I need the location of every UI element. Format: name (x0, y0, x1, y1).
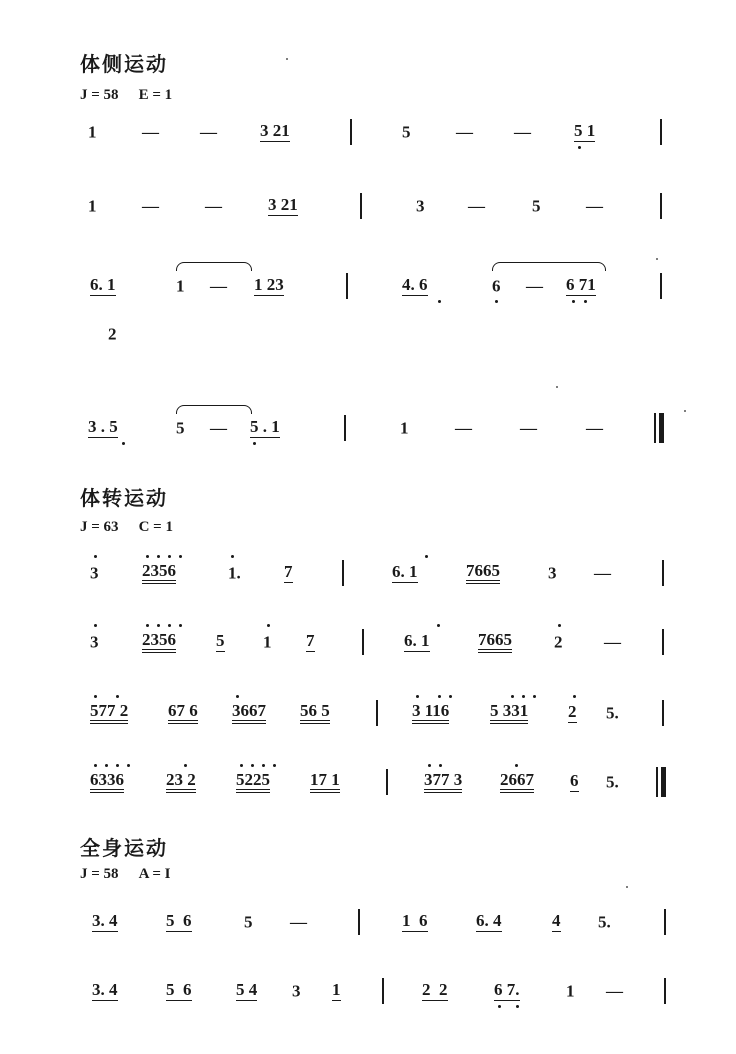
low-octave-dot (516, 1005, 519, 1008)
high-octave-dot (439, 764, 442, 767)
note: 1 (332, 980, 341, 999)
note: 5 (532, 196, 541, 216)
high-octave-dot (573, 695, 576, 698)
tempo-marking: J = 58 (80, 866, 119, 882)
high-octave-dot (511, 695, 514, 698)
bar-line (358, 909, 360, 935)
note-group: 3 21 (260, 121, 290, 140)
note-group: 5 6 (166, 911, 192, 930)
note-group: 67 6 (168, 702, 198, 724)
dash: — (455, 418, 472, 438)
note-group: 7665 (466, 562, 500, 584)
note-group: 5 6 (166, 980, 192, 999)
note: 5. (606, 703, 619, 723)
slur-tie (492, 262, 606, 271)
dash: — (594, 563, 611, 583)
final-bar-line (654, 413, 664, 443)
scan-speck (286, 58, 288, 60)
high-octave-dot (273, 764, 276, 767)
scan-speck (556, 386, 558, 388)
note-group: 577 2 (90, 702, 128, 724)
high-octave-dot (437, 624, 440, 627)
scan-speck (656, 258, 658, 260)
note: 5 (244, 912, 253, 932)
low-octave-dot (495, 300, 498, 303)
note-group: 3 . 5 (88, 417, 118, 436)
high-octave-dot (449, 695, 452, 698)
note: 5. (598, 912, 611, 932)
dash: — (520, 418, 537, 438)
note-group: 2356 (142, 562, 176, 584)
high-octave-dot (157, 555, 160, 558)
high-octave-dot (236, 695, 239, 698)
high-octave-dot (168, 624, 171, 627)
note-group: 23 2 (166, 771, 196, 793)
high-octave-dot (425, 555, 428, 558)
note-group: 5 . 1 (250, 417, 280, 436)
note-group: 377 3 (424, 771, 462, 793)
high-octave-dot (105, 764, 108, 767)
note: 1 (400, 418, 409, 438)
dash: — (514, 122, 531, 142)
section-meta (80, 866, 170, 883)
note-group: 2667 (500, 771, 534, 793)
note-group: 5 4 (236, 980, 258, 999)
high-octave-dot (533, 695, 536, 698)
section-title: 体转运动 (80, 486, 168, 510)
low-octave-dot (578, 146, 581, 149)
note-group: 6 71 (566, 275, 596, 294)
note: 7 (284, 562, 293, 581)
bar-line (662, 629, 664, 655)
dash: — (210, 276, 227, 296)
note: 7 (306, 631, 315, 650)
dash: — (200, 122, 217, 142)
high-octave-dot (157, 624, 160, 627)
dash: — (290, 912, 307, 932)
bar-line (362, 629, 364, 655)
bar-line (660, 119, 662, 145)
slur-tie (176, 262, 252, 271)
high-octave-dot (94, 764, 97, 767)
high-octave-dot (179, 624, 182, 627)
note: 1. (228, 563, 241, 583)
note-group: 1 6 (402, 911, 428, 930)
note-group: 3. 4 (92, 980, 118, 999)
bar-line (660, 273, 662, 299)
note-group: 5 331 (490, 702, 528, 724)
note: 1 (263, 632, 272, 652)
dash: — (210, 418, 227, 438)
dash: — (586, 196, 603, 216)
high-octave-dot (522, 695, 525, 698)
note-group: 6336 (90, 771, 124, 793)
bar-line (664, 978, 666, 1004)
tempo-marking: J = 58 (80, 87, 119, 103)
note: 6 (492, 276, 501, 296)
tempo-marking: J = 63 (80, 519, 119, 535)
low-octave-dot (253, 442, 256, 445)
low-octave-dot (122, 442, 125, 445)
high-octave-dot (184, 764, 187, 767)
note-group: 5225 (236, 771, 270, 793)
note-group: 3 21 (268, 195, 298, 214)
note: 4 (552, 911, 561, 930)
dash: — (142, 122, 159, 142)
note-group: 56 5 (300, 702, 330, 724)
high-octave-dot (179, 555, 182, 558)
note: 3 (548, 563, 557, 583)
note: 3 (90, 563, 99, 583)
low-octave-dot (572, 300, 575, 303)
dash: — (142, 196, 159, 216)
note-group: 6. 1 (404, 631, 430, 650)
note-group: 1 23 (254, 275, 284, 294)
note: 2 (554, 632, 563, 652)
final-bar-line (656, 767, 666, 797)
note-group: 6 7. (494, 980, 520, 999)
note-group: 5 1 (574, 121, 596, 140)
note: 2 (108, 324, 117, 344)
dash: — (526, 276, 543, 296)
high-octave-dot (558, 624, 561, 627)
bar-line (376, 700, 378, 726)
high-octave-dot (116, 764, 119, 767)
high-octave-dot (146, 555, 149, 558)
bar-line (344, 415, 346, 441)
bar-line (360, 193, 362, 219)
bar-line (664, 909, 666, 935)
high-octave-dot (262, 764, 265, 767)
bar-line (346, 273, 348, 299)
key-marking: A = I (138, 866, 171, 882)
high-octave-dot (251, 764, 254, 767)
note-group: 4. 6 (402, 275, 428, 294)
section-title: 体侧运动 (80, 52, 168, 76)
bar-line (660, 193, 662, 219)
slur-tie (176, 405, 252, 414)
dash: — (606, 981, 623, 1001)
high-octave-dot (94, 695, 97, 698)
high-octave-dot (168, 555, 171, 558)
bar-line (662, 700, 664, 726)
note: 1 (88, 122, 97, 142)
bar-line (342, 560, 344, 586)
note-group: 6. 4 (476, 911, 502, 930)
key-marking: E = 1 (138, 87, 173, 103)
high-octave-dot (267, 624, 270, 627)
note: 5. (606, 772, 619, 792)
section-meta (80, 87, 172, 104)
section-meta (80, 519, 173, 536)
dash: — (604, 632, 621, 652)
note-group: 2356 (142, 631, 176, 653)
high-octave-dot (428, 764, 431, 767)
section-title: 全身运动 (80, 836, 168, 860)
note: 1 (176, 276, 185, 296)
high-octave-dot (127, 764, 130, 767)
note-group: 3 116 (412, 702, 449, 724)
low-octave-dot (498, 1005, 501, 1008)
note: 3 (416, 196, 425, 216)
high-octave-dot (116, 695, 119, 698)
note: 5 (216, 631, 225, 650)
dash: — (468, 196, 485, 216)
scan-speck (626, 886, 628, 888)
high-octave-dot (515, 764, 518, 767)
note: 2 (568, 702, 577, 721)
scan-speck (684, 410, 686, 412)
note-group: 17 1 (310, 771, 340, 793)
note-group: 7665 (478, 631, 512, 653)
note: 3 (292, 981, 301, 1001)
note-group: 6. 1 (90, 275, 116, 294)
note: 1 (88, 196, 97, 216)
bar-line (350, 119, 352, 145)
note-group: 3667 (232, 702, 266, 724)
high-octave-dot (416, 695, 419, 698)
note: 6 (570, 771, 579, 790)
high-octave-dot (146, 624, 149, 627)
note-group: 3. 4 (92, 911, 118, 930)
low-octave-dot (584, 300, 587, 303)
bar-line (382, 978, 384, 1004)
note-group: 6. 1 (392, 562, 418, 581)
high-octave-dot (438, 695, 441, 698)
high-octave-dot (240, 764, 243, 767)
bar-line (662, 560, 664, 586)
high-octave-dot (94, 624, 97, 627)
dash: — (586, 418, 603, 438)
low-octave-dot (438, 300, 441, 303)
high-octave-dot (231, 555, 234, 558)
note: 5 (176, 418, 185, 438)
key-marking: C = 1 (138, 519, 173, 535)
note: 1 (566, 981, 575, 1001)
dash: — (456, 122, 473, 142)
note: 3 (90, 632, 99, 652)
high-octave-dot (94, 555, 97, 558)
bar-line (386, 769, 388, 795)
note-group: 2 2 (422, 980, 448, 999)
dash: — (205, 196, 222, 216)
note: 5 (402, 122, 411, 142)
